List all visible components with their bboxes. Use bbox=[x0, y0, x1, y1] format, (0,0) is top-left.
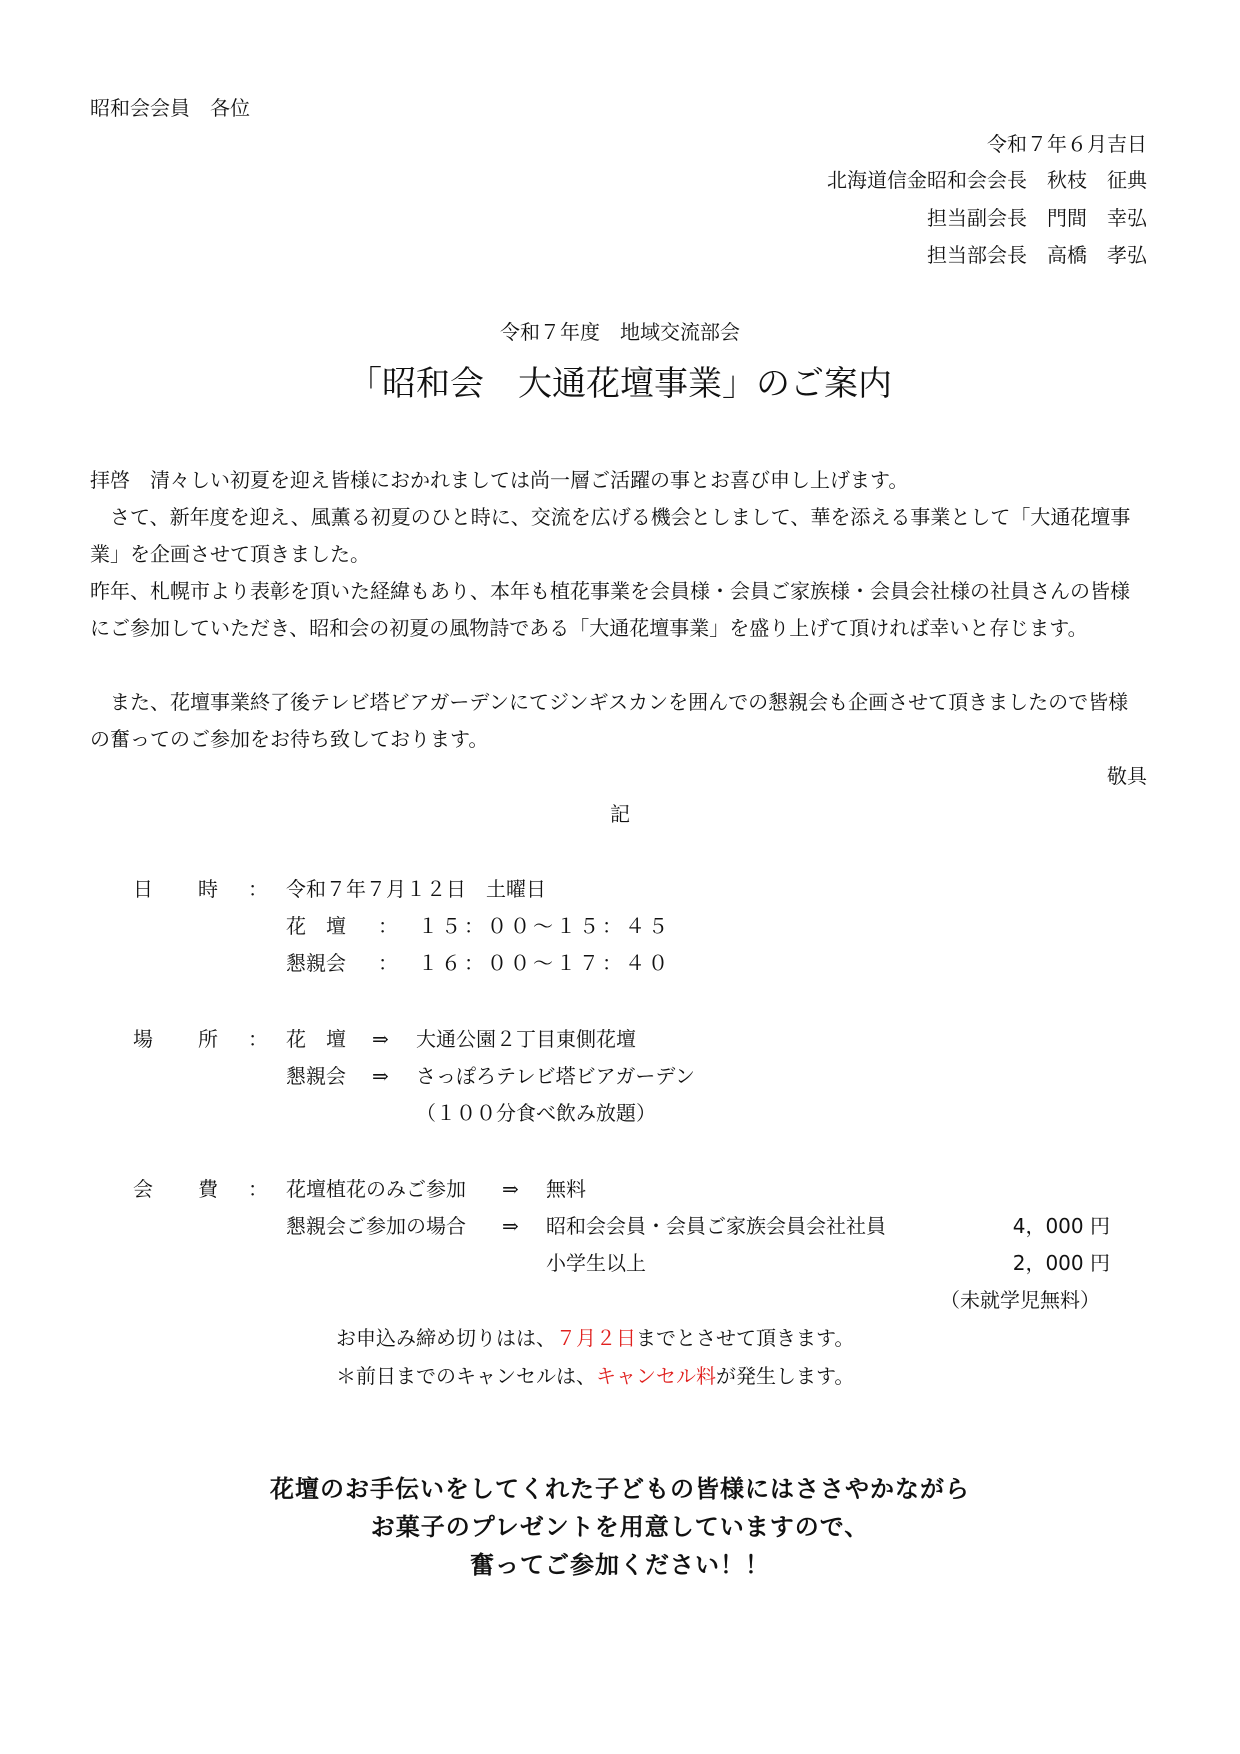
party-place-note: （１００分食べ飲み放題） bbox=[416, 1101, 656, 1125]
place-colon: ： bbox=[248, 1027, 268, 1051]
arrow-icon: ⇒ bbox=[372, 1064, 389, 1088]
fee-preschool-note: （未就学児無料） bbox=[940, 1288, 1100, 1312]
fee-student-category: 小学生以上 bbox=[546, 1251, 646, 1275]
body-paragraph-party: また、花壇事業終了後テレビ塔ビアガーデンにてジンギスカンを囲んでの懇親会も企画させて頂きましたので皆様の奮ってのご参加をお待ち致しております。 bbox=[90, 690, 1129, 751]
cancel-fee: キャンセル料 bbox=[596, 1364, 716, 1388]
fee-flowerbed-only-value: 無料 bbox=[546, 1177, 586, 1201]
arrow-icon: ⇒ bbox=[502, 1177, 519, 1201]
fee-flowerbed-only-label: 花壇植花のみご参加 bbox=[286, 1177, 466, 1201]
closing-message-line-1: 花壇のお手伝いをしてくれた子どもの皆様にはささやかながら bbox=[270, 1475, 970, 1503]
arrow-icon: ⇒ bbox=[502, 1214, 519, 1238]
flowerbed-time-label: 花 壇 bbox=[286, 914, 346, 938]
datetime-label-2: 時 bbox=[198, 877, 218, 901]
party-time-colon: ： bbox=[378, 951, 398, 975]
flowerbed-time-colon: ： bbox=[378, 914, 398, 938]
event-date: 令和７年７月１２日 土曜日 bbox=[286, 877, 546, 901]
deadline-suffix: までとさせて頂きます。 bbox=[636, 1326, 855, 1350]
body-paragraph-event: さて、新年度を迎え、風薫る初夏のひと時に、交流を広げる機会としまして、華を添える事業として「大通花壇事業」を企画させて頂きました。 bbox=[90, 505, 1131, 566]
datetime-colon: ： bbox=[248, 877, 268, 901]
fee-label-2: 費 bbox=[198, 1177, 218, 1201]
cancel-notice bbox=[336, 1364, 854, 1388]
sender-president: 北海道信金昭和会会長 秋枝 征典 bbox=[827, 168, 1147, 192]
fee-colon: ： bbox=[248, 1177, 268, 1201]
fee-member-price: 4，000 円 bbox=[1012, 1214, 1110, 1238]
fee-student-price: 2，000 円 bbox=[1012, 1251, 1110, 1275]
flowerbed-place: 大通公園２丁目東側花壇 bbox=[416, 1027, 636, 1051]
flowerbed-place-label: 花 壇 bbox=[286, 1027, 346, 1051]
closing-message-line-2: お菓子のプレゼントを用意していますので、 bbox=[370, 1513, 870, 1541]
sender-department-head: 担当部会長 高橋 孝弘 bbox=[927, 243, 1147, 267]
document-title: 「昭和会 大通花壇事業」のご案内 bbox=[348, 364, 892, 404]
fee-label-1: 会 bbox=[133, 1177, 153, 1201]
issue-date: 令和７年６月吉日 bbox=[987, 132, 1147, 156]
flowerbed-time: １５：００～１５：４５ bbox=[418, 914, 671, 938]
deadline-notice bbox=[336, 1326, 854, 1350]
place-label-2: 所 bbox=[198, 1027, 218, 1051]
place-label-1: 場 bbox=[133, 1027, 153, 1051]
cancel-prefix: ＊前日までのキャンセルは、 bbox=[336, 1364, 596, 1388]
body-paragraph-greeting: 拝啓 清々しい初夏を迎え皆様におかれましては尚一層ご活躍の事とお喜び申し上げます。 bbox=[90, 468, 909, 492]
closing-word: 敬具 bbox=[1107, 764, 1147, 788]
deadline-prefix: お申込み締め切りはは、 bbox=[336, 1326, 556, 1350]
party-place: さっぽろテレビ塔ビアガーデン bbox=[416, 1064, 695, 1088]
datetime-label-1: 日 bbox=[133, 877, 153, 901]
addressee: 昭和会会員 各位 bbox=[90, 96, 250, 120]
body-paragraph-background: 昨年、札幌市より表彰を頂いた経緯もあり、本年も植花事業を会員様・会員ご家族様・会員会社様の社員さんの皆様にご参加していただき、昭和会の初夏の風物詩である「大通花壇事業」を盛り上げて頂ければ幸いと存じます。 bbox=[90, 579, 1130, 640]
ki-heading: 記 bbox=[610, 802, 630, 826]
fee-member-category: 昭和会会員・会員ご家族会員会社社員 bbox=[546, 1214, 886, 1238]
arrow-icon: ⇒ bbox=[372, 1027, 389, 1051]
cancel-suffix: が発生します。 bbox=[716, 1364, 855, 1388]
fee-party-label: 懇親会ご参加の場合 bbox=[286, 1214, 466, 1238]
closing-message-line-3: 奮ってご参加ください！！ bbox=[470, 1551, 770, 1579]
sender-vice-president: 担当副会長 門間 幸弘 bbox=[927, 206, 1147, 230]
party-time: １６：００～１７：４０ bbox=[418, 951, 671, 975]
party-place-label: 懇親会 bbox=[286, 1064, 346, 1088]
party-time-label: 懇親会 bbox=[286, 951, 346, 975]
deadline-date: ７月２日 bbox=[556, 1326, 636, 1350]
document-subtitle: 令和７年度 地域交流部会 bbox=[500, 320, 740, 344]
